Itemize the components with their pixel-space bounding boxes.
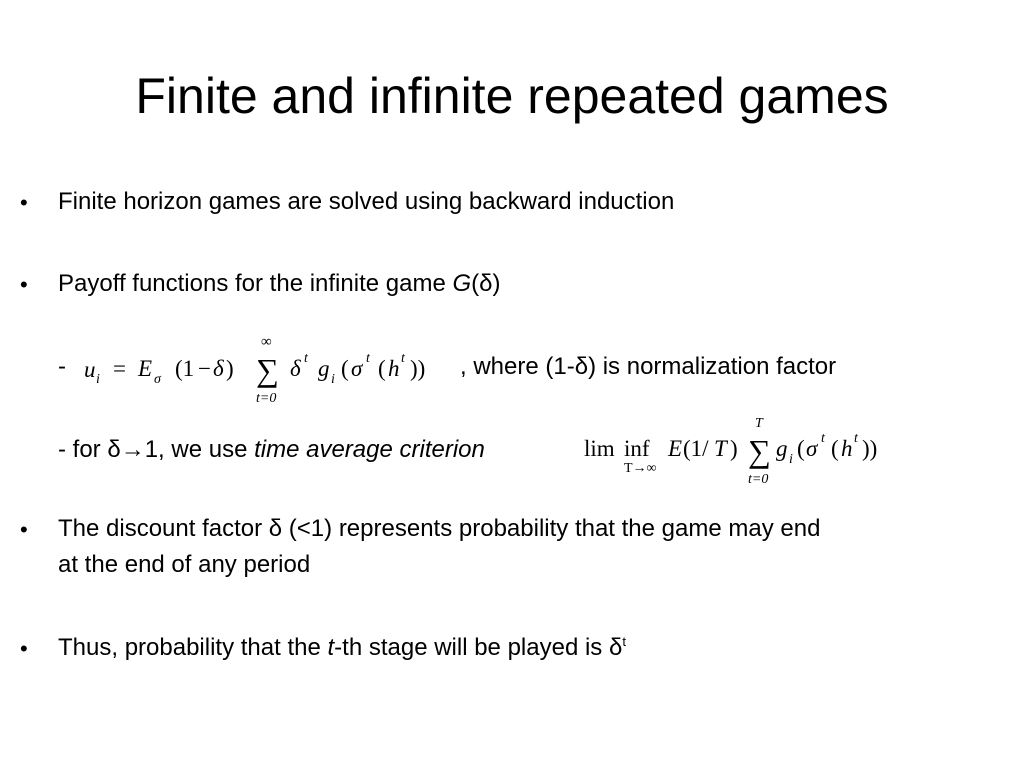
f2-sigma: σ: [806, 436, 818, 461]
f1-g-sub: i: [331, 372, 335, 387]
f1-u: u: [84, 357, 96, 382]
f1-delta: δ: [213, 356, 224, 381]
f1-sum-lower: t=0: [256, 391, 277, 406]
f2-open2: (: [831, 436, 839, 461]
bullet-marker: •: [20, 517, 28, 542]
f1-delta2-sup: t: [304, 351, 308, 366]
time-average-term: time average criterion: [254, 436, 485, 463]
f1-h: h: [388, 356, 400, 381]
bullet-marker: •: [20, 272, 28, 297]
f1-sum: ∑: [256, 352, 279, 388]
stage-text-b: -th stage will be played is δ: [334, 634, 623, 661]
f2-open: (: [797, 436, 805, 461]
f1-u-sub: i: [96, 372, 100, 387]
bullet-stage-probability: [58, 630, 626, 666]
f1-sigma: σ: [351, 356, 363, 381]
f2-E: E: [668, 436, 683, 461]
stage-t: t: [327, 634, 335, 661]
f1-sum-upper: ∞: [261, 334, 272, 350]
f1-h-sup: t: [401, 351, 405, 366]
f1-sigma-sup: t: [366, 351, 370, 366]
f2-close2: )): [862, 436, 878, 461]
f1-minus: −: [198, 356, 211, 381]
stage-text-a: Thus, probability that the: [58, 634, 328, 661]
f1-g: g: [318, 356, 330, 381]
f2-sum: ∑: [748, 433, 771, 469]
f2-sum-upper: T: [755, 416, 763, 431]
f2-h-sup: t: [854, 431, 858, 446]
stage-sup: t: [622, 634, 626, 649]
f1-close: ): [226, 356, 234, 381]
formula-dash: -: [58, 353, 66, 380]
bullet-payoff-functions: [58, 266, 500, 302]
f1-close2: )): [410, 356, 426, 381]
f2-arg: (1/: [683, 436, 709, 461]
f2-lim: lim: [584, 436, 615, 461]
f2-T: T: [714, 436, 727, 461]
f2-h: h: [841, 436, 853, 461]
f1-E: E: [138, 356, 153, 381]
f1-open3: (: [378, 356, 386, 381]
slide-title: Finite and infinite repeated games: [135, 68, 889, 124]
f2-g-sub: i: [789, 452, 793, 467]
normalization-note: , where (1-δ) is normalization factor: [460, 353, 837, 380]
f1-E-sub: σ: [154, 372, 161, 387]
f1-delta2: δ: [290, 356, 301, 381]
f2-close: ): [730, 436, 738, 461]
time-average-formula: [578, 412, 898, 492]
time-average-prefix: - for δ→1, we use: [58, 436, 255, 463]
f2-sub: T→∞: [624, 461, 657, 476]
f1-eq: =: [113, 356, 126, 381]
payoff-text: Payoff functions for the infinite game: [58, 270, 453, 297]
bullet-discount-factor-line1: The discount factor δ (<1) represents probability that the game may end: [58, 515, 821, 542]
bullet-discount-factor-line2: at the end of any period: [58, 551, 311, 578]
bullet-marker: •: [20, 190, 28, 215]
f2-sigma-sup: t: [821, 431, 825, 446]
f2-sum-lower: t=0: [748, 472, 769, 487]
f1-open2: (: [341, 356, 349, 381]
f2-inf: inf: [624, 436, 650, 461]
f2-g: g: [776, 436, 788, 461]
bullet-backward-induction: Finite horizon games are solved using backward induction: [58, 188, 675, 215]
f1-paren: (1: [175, 356, 195, 381]
bullet-marker: •: [20, 636, 28, 661]
game-symbol: G: [452, 270, 472, 297]
payoff-formula: [78, 330, 468, 410]
time-average-line: [58, 432, 485, 468]
delta-arg: (δ): [471, 270, 501, 297]
